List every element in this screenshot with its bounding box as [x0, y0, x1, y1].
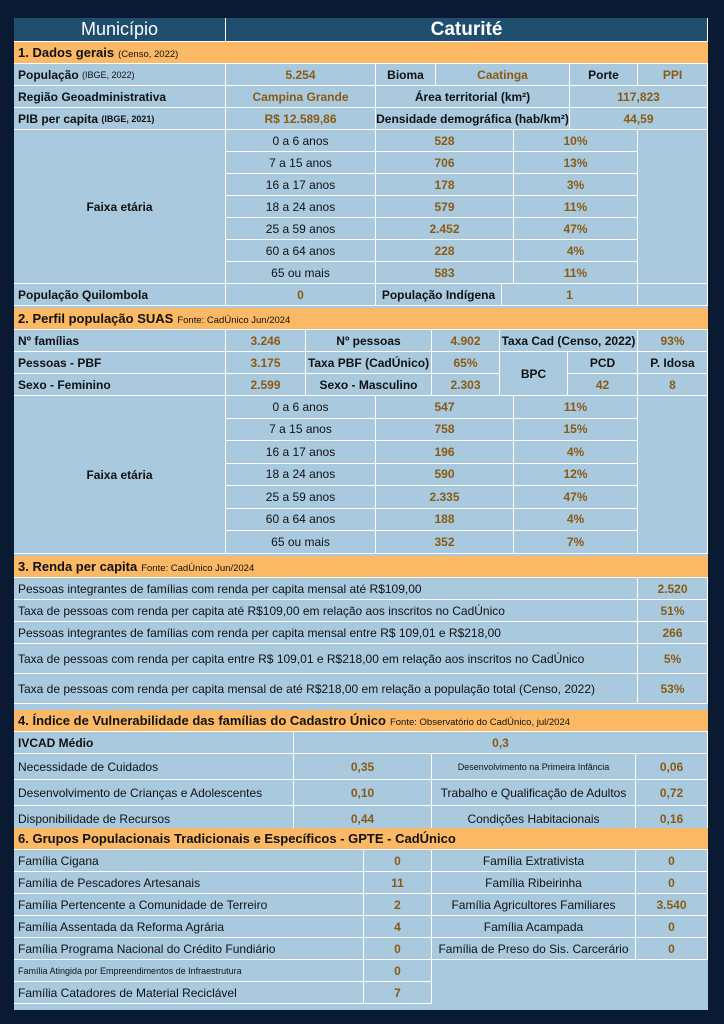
age-count: 2.335 [376, 486, 514, 509]
ivcad-dimension-value: 0,06 [636, 754, 708, 780]
age-range: 65 ou mais [226, 262, 376, 284]
pessoas-label: Nº pessoas [306, 330, 432, 352]
ivcad-dimension-label: Desenvolvimento na Primeira Infância [432, 754, 636, 780]
densidade-value: 44,59 [570, 108, 708, 130]
faixa-etaria-block-1 [14, 130, 708, 284]
ivcad-dimension-label: Trabalho e Qualificação de Adultos [432, 780, 636, 806]
age-range: 18 a 24 anos [226, 196, 376, 218]
gpte-label: Família de Pescadores Artesanais [14, 872, 364, 894]
indigena-label: População Indígena [376, 284, 502, 306]
gpte-label: Família de Preso do Sis. Carcerário [432, 938, 636, 960]
renda-label: Taxa de pessoas com renda per capita mensal de até R$218,00 em relação a população total (Censo, 2022) [14, 674, 638, 704]
age-count: 758 [376, 419, 514, 442]
masculino-label: Sexo - Masculino [306, 374, 432, 396]
age-range: 65 ou mais [226, 531, 376, 554]
pib-label: PIB per capita (IBGE, 2021) [14, 108, 226, 130]
renda-value: 53% [638, 674, 708, 704]
renda-label: Taxa de pessoas com renda per capita entre R$ 109,01 e R$218,00 em relação aos inscritos no CadÚnico [14, 644, 638, 674]
gpte-label: Família Acampada [432, 916, 636, 938]
gpte-value: 0 [364, 850, 432, 872]
age-count: 178 [376, 174, 514, 196]
ivcad-dimension-label: Desenvolvimento de Crianças e Adolescentes [14, 780, 294, 806]
age-range: 0 a 6 anos [226, 130, 376, 152]
age-percent: 10% [514, 130, 638, 152]
age-count: 579 [376, 196, 514, 218]
pessoas-value: 4.902 [432, 330, 500, 352]
age-count: 2.452 [376, 218, 514, 240]
pcd-value: 42 [568, 374, 638, 396]
populacao-label: População (IBGE, 2022) [14, 64, 226, 86]
taxacad-value: 93% [638, 330, 708, 352]
age-range: 0 a 6 anos [226, 396, 376, 419]
age-count: 196 [376, 441, 514, 464]
ivcad-dimension-label: Condições Habitacionais [432, 806, 636, 832]
renda-value: 51% [638, 600, 708, 622]
renda-label: Pessoas integrantes de famílias com renda per capita mensal entre R$ 109,01 e R$218,00 [14, 622, 638, 644]
age-count: 547 [376, 396, 514, 419]
gpte-value: 0 [636, 916, 708, 938]
municipio-label: Município [14, 18, 226, 42]
regiao-value: Campina Grande [226, 86, 376, 108]
regiao-label: Região Geoadministrativa [14, 86, 226, 108]
gpte-label: Família Atingida por Empreendimentos de Infraestrutura [14, 960, 364, 982]
ivcad-label: IVCAD Médio [14, 732, 294, 754]
bpc-label: BPC [500, 352, 568, 396]
age-range: 7 a 15 anos [226, 419, 376, 442]
gpte-value: 0 [636, 938, 708, 960]
gpte-value: 2 [364, 894, 432, 916]
section-3-title: 3. Renda per capita Fonte: CadÚnico Jun/2024 [14, 556, 708, 578]
age-count: 706 [376, 152, 514, 174]
age-percent: 11% [514, 196, 638, 218]
renda-value: 5% [638, 644, 708, 674]
age-range: 16 a 17 anos [226, 441, 376, 464]
age-count: 590 [376, 464, 514, 487]
gpte-label: Família Ribeirinha [432, 872, 636, 894]
bioma-label: Bioma [376, 64, 436, 86]
gpte-label: Família Pertencente a Comunidade de Terreiro [14, 894, 364, 916]
ivcad-dimension-value: 0,10 [294, 780, 432, 806]
faixa-etaria-label-2: Faixa etária [14, 396, 226, 554]
section-1-title: 1. Dados gerais (Censo, 2022) [14, 42, 708, 64]
age-count: 352 [376, 531, 514, 554]
age-percent: 3% [514, 174, 638, 196]
municipality-sheet [14, 18, 708, 1010]
masculino-value: 2.303 [432, 374, 500, 396]
age-range: 18 a 24 anos [226, 464, 376, 487]
gpte-label: Família Agricultores Familiares [432, 894, 636, 916]
familias-value: 3.246 [226, 330, 306, 352]
gpte-label: Família Programa Nacional do Crédito Fundiário [14, 938, 364, 960]
age-percent: 4% [514, 441, 638, 464]
pbf-label: Pessoas - PBF [14, 352, 226, 374]
renda-label: Pessoas integrantes de famílias com renda per capita mensal até R$109,00 [14, 578, 638, 600]
gpte-label: Família Extrativista [432, 850, 636, 872]
section-2-title: 2. Perfil população SUAS Fonte: CadÚnico Jun/2024 [14, 308, 708, 330]
gpte-label: Família Cigana [14, 850, 364, 872]
pcd-label: PCD [568, 352, 638, 374]
taxacad-label: Taxa Cad (Censo, 2022) [500, 330, 638, 352]
age-count: 188 [376, 509, 514, 532]
age-percent: 47% [514, 218, 638, 240]
age-range: 60 a 64 anos [226, 509, 376, 532]
indigena-value: 1 [502, 284, 638, 306]
renda-value: 2.520 [638, 578, 708, 600]
area-label: Área territorial (km²) [376, 86, 570, 108]
section-6-title: 6. Grupos Populacionais Tradicionais e Específicos - GPTE - CadÚnico [14, 828, 708, 850]
bioma-value: Caatinga [436, 64, 570, 86]
age-percent: 11% [514, 396, 638, 419]
gpte-value: 0 [636, 850, 708, 872]
pib-value: R$ 12.589,86 [226, 108, 376, 130]
age-percent: 4% [514, 509, 638, 532]
ivcad-value: 0,3 [294, 732, 708, 754]
age-percent: 13% [514, 152, 638, 174]
age-range: 25 a 59 anos [226, 486, 376, 509]
densidade-label: Densidade demográfica (hab/km²) [376, 108, 570, 130]
ivcad-dimension-value: 0,35 [294, 754, 432, 780]
age-count: 583 [376, 262, 514, 284]
idosa-label: P. Idosa [638, 352, 708, 374]
faixa-etaria-block-2 [14, 396, 708, 554]
porte-value: PPI [638, 64, 708, 86]
gpte-label: Família Catadores de Material Reciclável [14, 982, 364, 1004]
gpte-value: 11 [364, 872, 432, 894]
age-percent: 4% [514, 240, 638, 262]
familias-label: Nº famílias [14, 330, 226, 352]
taxapbf-value: 65% [432, 352, 500, 374]
renda-label: Taxa de pessoas com renda per capita até R$109,00 em relação aos inscritos no CadÚnico [14, 600, 638, 622]
gpte-label: Família Assentada da Reforma Agrária [14, 916, 364, 938]
ivcad-dimension-value: 0,72 [636, 780, 708, 806]
age-percent: 12% [514, 464, 638, 487]
gpte-value: 3.540 [636, 894, 708, 916]
pbf-value: 3.175 [226, 352, 306, 374]
ivcad-dimension-value: 0,16 [636, 806, 708, 832]
gpte-value: 0 [364, 938, 432, 960]
renda-value: 266 [638, 622, 708, 644]
porte-label: Porte [570, 64, 638, 86]
faixa-etaria-spacer [638, 130, 708, 284]
gpte-value: 7 [364, 982, 432, 1004]
age-range: 7 a 15 anos [226, 152, 376, 174]
ivcad-dimension-value: 0,44 [294, 806, 432, 832]
gpte-value: 0 [364, 960, 432, 982]
age-count: 228 [376, 240, 514, 262]
gpte-value: 0 [636, 872, 708, 894]
age-count: 528 [376, 130, 514, 152]
area-value: 117,823 [570, 86, 708, 108]
gpte-value: 4 [364, 916, 432, 938]
quilombola-value: 0 [226, 284, 376, 306]
age-percent: 11% [514, 262, 638, 284]
taxapbf-label: Taxa PBF (CadÚnico) [306, 352, 432, 374]
age-range: 16 a 17 anos [226, 174, 376, 196]
section-4-title: 4. Índice de Vulnerabilidade das famílias do Cadastro Único Fonte: Observatório do CadÚnico, jul/2024 [14, 710, 708, 732]
faixa-etaria-label: Faixa etária [14, 130, 226, 284]
populacao-value: 5.254 [226, 64, 376, 86]
age-percent: 15% [514, 419, 638, 442]
ivcad-dimension-label: Necessidade de Cuidados [14, 754, 294, 780]
age-percent: 7% [514, 531, 638, 554]
quilombola-label: População Quilombola [14, 284, 226, 306]
idosa-value: 8 [638, 374, 708, 396]
age-range: 60 a 64 anos [226, 240, 376, 262]
municipio-name: Caturité [226, 18, 708, 42]
feminino-label: Sexo - Feminino [14, 374, 226, 396]
ivcad-dimension-label: Disponibilidade de Recursos [14, 806, 294, 832]
age-percent: 47% [514, 486, 638, 509]
feminino-value: 2.599 [226, 374, 306, 396]
age-range: 25 a 59 anos [226, 218, 376, 240]
